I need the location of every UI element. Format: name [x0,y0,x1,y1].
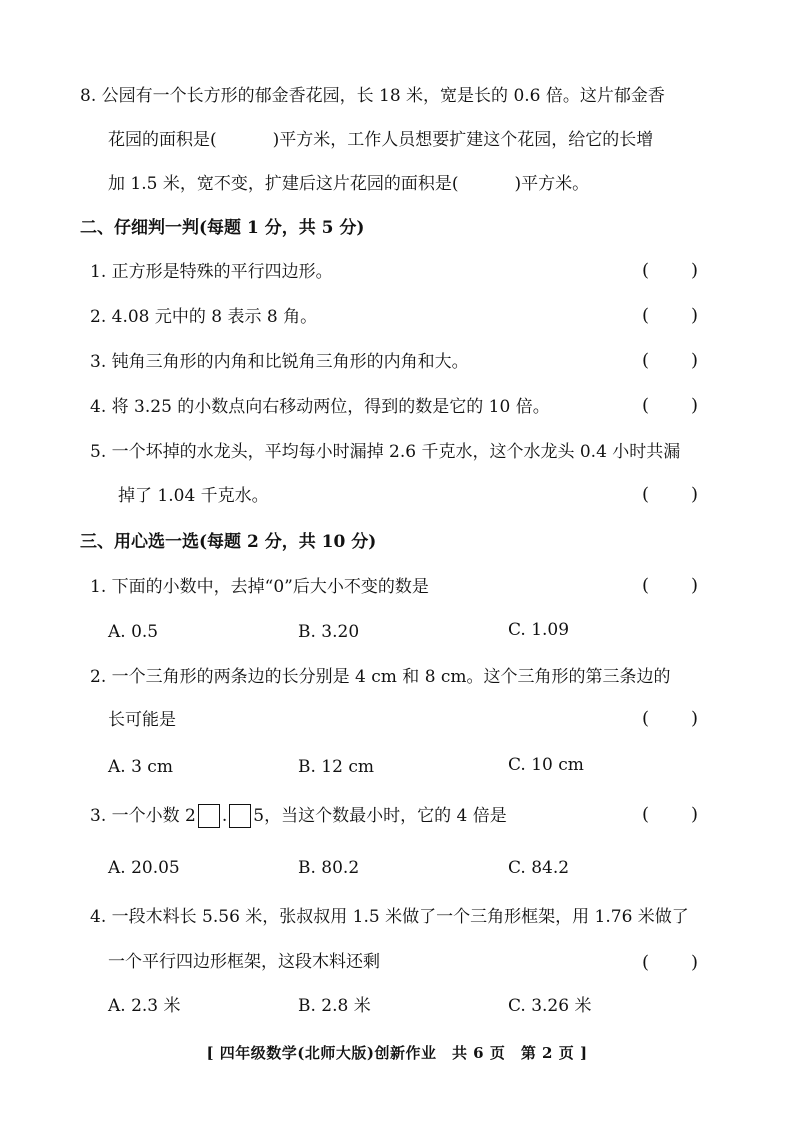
choice-q4-option-a[interactable]: A. 2.3 米 [108,996,181,1016]
choice-q2-option-a[interactable]: A. 3 cm [108,757,173,777]
q8-line3-start: 加 1.5 米，宽不变，扩建后这片花园的面积是( [108,174,459,194]
judge-answer-4[interactable]: ( ) [642,395,698,416]
judge-answer-3[interactable]: ( ) [642,350,698,371]
choice-q3-option-c[interactable]: C. 84.2 [508,858,570,878]
choice-q3-text-start: 3. 一个小数 2 [90,806,196,826]
choice-q4-option-b[interactable]: B. 2.8 米 [298,996,371,1016]
judge-item-3: 3. 钝角三角形的内角和比锐角三角形的内角和大。 [90,352,469,372]
choice-q2-option-b[interactable]: B. 12 cm [298,757,374,777]
section2-title: 二、仔细判一判(每题 1 分，共 5 分) [80,218,365,238]
choice-q3-option-a[interactable]: A. 20.05 [108,858,180,878]
choice-q1-text: 1. 下面的小数中，去掉“0”后大小不变的数是 [90,577,429,597]
choice-q1-option-c[interactable]: C. 1.09 [508,620,570,640]
judge-answer-5[interactable]: ( ) [642,484,698,505]
q8-line3-end: )平方米。 [514,174,590,194]
choice-q4-text-line1: 4. 一段木料长 5.56 米，张叔叔用 1.5 米做了一个三角形框架，用 1.76 米做了 [90,907,689,927]
choice-q2-text-line1: 2. 一个三角形的两条边的长分别是 4 cm 和 8 cm。这个三角形的第三条边的 [90,667,671,687]
decimal-point: . [221,806,228,826]
q8-line2-end: )平方米，工作人员想要扩建这个花园，给它的长增 [272,130,654,150]
choice-answer-4[interactable]: ( ) [642,952,698,973]
choice-q2-option-c[interactable]: C. 10 cm [508,755,584,775]
q8-line2 [108,128,794,152]
judge-answer-1[interactable]: ( ) [642,260,698,281]
judge-item-4: 4. 将 3.25 的小数点向右移动两位，得到的数是它的 10 倍。 [90,397,550,417]
choice-answer-2[interactable]: ( ) [642,708,698,729]
digit-box-2[interactable] [229,804,251,828]
judge-item-5-line2: 掉了 1.04 千克水。 [118,486,269,506]
choice-q3-option-b[interactable]: B. 80.2 [298,858,360,878]
page-footer: [ 四年级数学(北师大版)创新作业 共 6 页 第 2 页 ] [206,1044,588,1062]
choice-q4-option-c[interactable]: C. 3.26 米 [508,996,592,1016]
section3-title: 三、用心选一选(每题 2 分，共 10 分) [80,532,377,552]
choice-q1-option-a[interactable]: A. 0.5 [108,622,159,642]
judge-item-1: 1. 正方形是特殊的平行四边形。 [90,262,333,282]
choice-answer-3[interactable]: ( ) [642,804,698,825]
digit-box-1[interactable] [198,804,220,828]
q8-line1: 8. 公园有一个长方形的郁金香花园，长 18 米，宽是长的 0.6 倍。这片郁金香 [80,86,665,106]
judge-answer-2[interactable]: ( ) [642,305,698,326]
choice-q4-text-line2: 一个平行四边形框架，这段木料还剩 [108,952,380,972]
q8-line3 [108,172,794,196]
choice-q3-text-end: 5，当这个数最小时，它的 4 倍是 [253,806,507,826]
choice-q1-option-b[interactable]: B. 3.20 [298,622,360,642]
judge-item-5-line1: 5. 一个坏掉的水龙头，平均每小时漏掉 2.6 千克水，这个水龙头 0.4 小时共漏 [90,442,681,462]
q8-line2-start: 花园的面积是( [108,130,217,150]
choice-answer-1[interactable]: ( ) [642,575,698,596]
judge-item-2: 2. 4.08 元中的 8 表示 8 角。 [90,307,318,327]
choice-q2-text-line2: 长可能是 [108,710,176,730]
